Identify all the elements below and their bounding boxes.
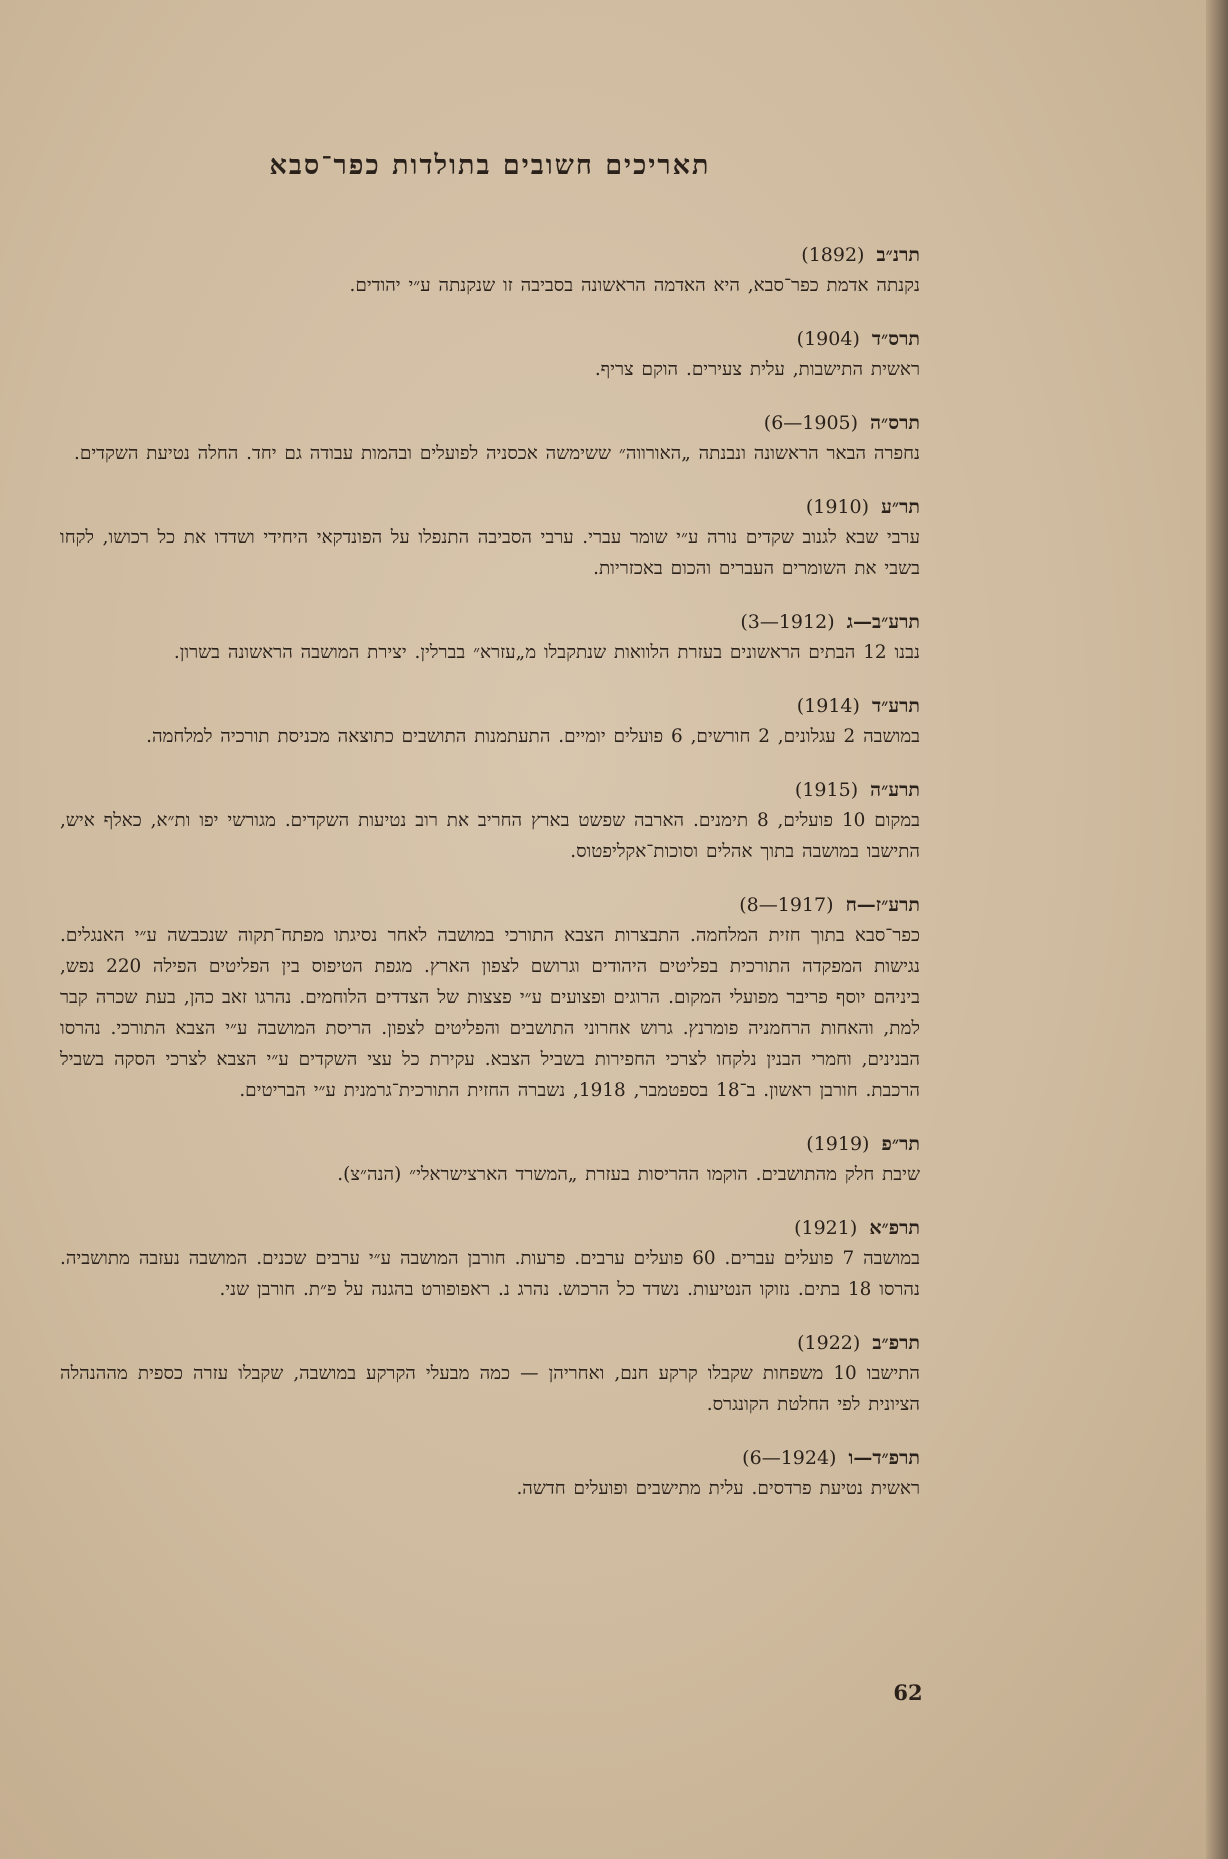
hebrew-year: תרפ״א <box>869 1217 920 1239</box>
hebrew-year: תרפ״ב <box>872 1332 920 1354</box>
gregorian-year: (1914) <box>796 695 860 717</box>
hebrew-year: תרע״ב—ג <box>846 611 920 633</box>
book-spine-shadow <box>1206 0 1228 1859</box>
hebrew-year: תרע״ד <box>871 695 920 717</box>
gregorian-year: (1910) <box>805 496 870 518</box>
gregorian-year: (1924—6) <box>742 1447 837 1469</box>
hebrew-year: תר״ע <box>881 496 920 518</box>
timeline-entry <box>60 1213 920 1305</box>
timeline-entry <box>60 607 920 668</box>
gregorian-year: (1905—6) <box>763 412 859 434</box>
gregorian-year: (1919) <box>806 1133 870 1155</box>
timeline-entry <box>60 1328 920 1420</box>
entry-heading <box>60 1328 920 1358</box>
timeline-entry <box>60 1129 920 1190</box>
page-number: 62 <box>893 1680 923 1705</box>
entry-heading <box>60 775 920 805</box>
entry-text: התישבו 10 משפחות שקבלו קרקע חנם, ואחריהן — כמה מבעלי הקרקע במושבה, שקבלו עזרה כספית מההנהלה הציונית לפי החלטת הקונגרס. <box>60 1363 920 1415</box>
entry-text: נקנתה אדמת כפר־סבא, היא האדמה הראשונה בסביבה זו שנקנתה ע״י יהודים. <box>349 275 920 296</box>
hebrew-year: תרפ״ד—ו <box>848 1447 920 1469</box>
gregorian-year: (1922) <box>797 1332 861 1354</box>
gregorian-year: (1892) <box>801 244 865 266</box>
entry-text: ראשית התישבות, עלית צעירים. הוקם צריף. <box>594 359 920 380</box>
page-title: תאריכים חשובים בתולדות כפר־סבא <box>269 150 711 181</box>
entry-text: ערבי שבא לגנוב שקדים נורה ע״י שומר עברי. ערבי הסביבה התנפלו על הפונדקאי היחידי ושדדו את כל רכושו, לקחו בשבי את השומרים העברים והכום באכזריות. <box>60 527 920 579</box>
gregorian-year: (1915) <box>794 779 859 801</box>
entry-text: נחפרה הבאר הראשונה ונבנתה „האורווה״ ששימשה אכסניה לפועלים ובהמות עבודה גם יחד. החלה נטיעת השקדים. <box>74 443 920 464</box>
entry-heading <box>60 324 920 354</box>
gregorian-year: (1921) <box>794 1217 858 1239</box>
timeline-list <box>60 240 920 1527</box>
hebrew-year: תרע״ז—ח <box>845 894 920 916</box>
entry-heading <box>60 1443 920 1473</box>
entry-text: במושבה 7 פועלים עברים. 60 פועלים ערבים. פרעות. חורבן המושבה ע״י ערבים שכנים. המושבה נעזבה מתושביה. נהרסו 18 בתים. נזוקו הנטיעות. נשדד כל הרכוש. נהרג נ. ראפופורט בהגנה על פ״ת. חורבן שני. <box>60 1248 921 1300</box>
entry-heading <box>60 492 920 522</box>
entry-text: ראשית נטיעת פרדסים. עלית מתישבים ופועלים חדשה. <box>516 1478 920 1499</box>
timeline-entry <box>60 240 920 301</box>
timeline-entry <box>60 1443 920 1504</box>
entry-heading <box>60 1129 920 1159</box>
entry-heading <box>60 240 920 270</box>
hebrew-year: תרנ״ב <box>876 244 920 266</box>
gregorian-year: (1917—8) <box>739 894 834 916</box>
timeline-entry <box>60 324 920 385</box>
entry-heading <box>60 408 920 438</box>
timeline-entry <box>60 691 920 752</box>
gregorian-year: (1904) <box>796 328 860 350</box>
timeline-entry <box>60 890 920 1106</box>
entry-heading <box>60 890 920 920</box>
entry-heading <box>60 607 920 637</box>
entry-text: שיבת חלק מהתושבים. הוקמו ההריסות בעזרת „המשרד הארצישראלי״ (הנה״צ). <box>337 1164 920 1185</box>
entry-heading <box>60 691 920 721</box>
gregorian-year: (1912—3) <box>740 611 835 633</box>
timeline-entry <box>60 492 920 584</box>
hebrew-year: תרס״ד <box>871 328 920 350</box>
timeline-entry <box>60 408 920 469</box>
entry-text: נבנו 12 הבתים הראשונים בעזרת הלוואות שנתקבלו מ„עזרא״ בברלין. יצירת המושבה הראשונה בשרון. <box>173 642 920 663</box>
entry-text: במושבה 2 עגלונים, 2 חורשים, 6 פועלים יומיים. התעתמנות התושבים כתוצאה מכניסת תורכיה למלחמה. <box>146 726 920 747</box>
hebrew-year: תרע״ה <box>870 779 920 801</box>
entry-text: כפר־סבא בתוך חזית המלחמה. התבצרות הצבא התורכי במושבה לאחר נסיגתו מפתח־תקוה שנכבשה ע״י האנגלים. נגישות המפקדה התורכית בפליטים היהודים וגרושם לצפון הארץ. מגפת הטיפוס בין הפליטים הפילה 220 נפש, ביניהם יוסף פריבר מפועלי המקום. הרוגים ופצועים ע״י פצצות של הצדדים הלוחמים. נהרגו זאב כהן, בעת שכרה קבר למת, והאחות הרחמניה פומרנץ. גרוש אחרוני התושבים והפליטים לצפון. הריסת המושבה ע״י הצבא התורכי. נהרסו הבנינים, וחמרי הבנין נלקחו לצרכי החפירות בשביל הצבא. עקירת כל עצי השקדים ע״י הצבא לצרכי הסקה בשביל הרכבת. חורבן ראשון. ב־18 בספטמבר, 1918, נשברה החזית התורכית־גרמנית ע״י הבריטים. <box>60 925 920 1101</box>
entry-text: במקום 10 פועלים, 8 תימנים. הארבה שפשט בארץ החריב את רוב נטיעות השקדים. מגורשי יפו ות״א, כאלף איש, התישבו במושבה בתוך אהלים וסוכות־אקליפטוס. <box>60 810 921 862</box>
entry-heading <box>60 1213 920 1243</box>
hebrew-year: תר״פ <box>881 1133 920 1155</box>
hebrew-year: תרס״ה <box>870 412 920 434</box>
timeline-entry <box>60 775 920 867</box>
